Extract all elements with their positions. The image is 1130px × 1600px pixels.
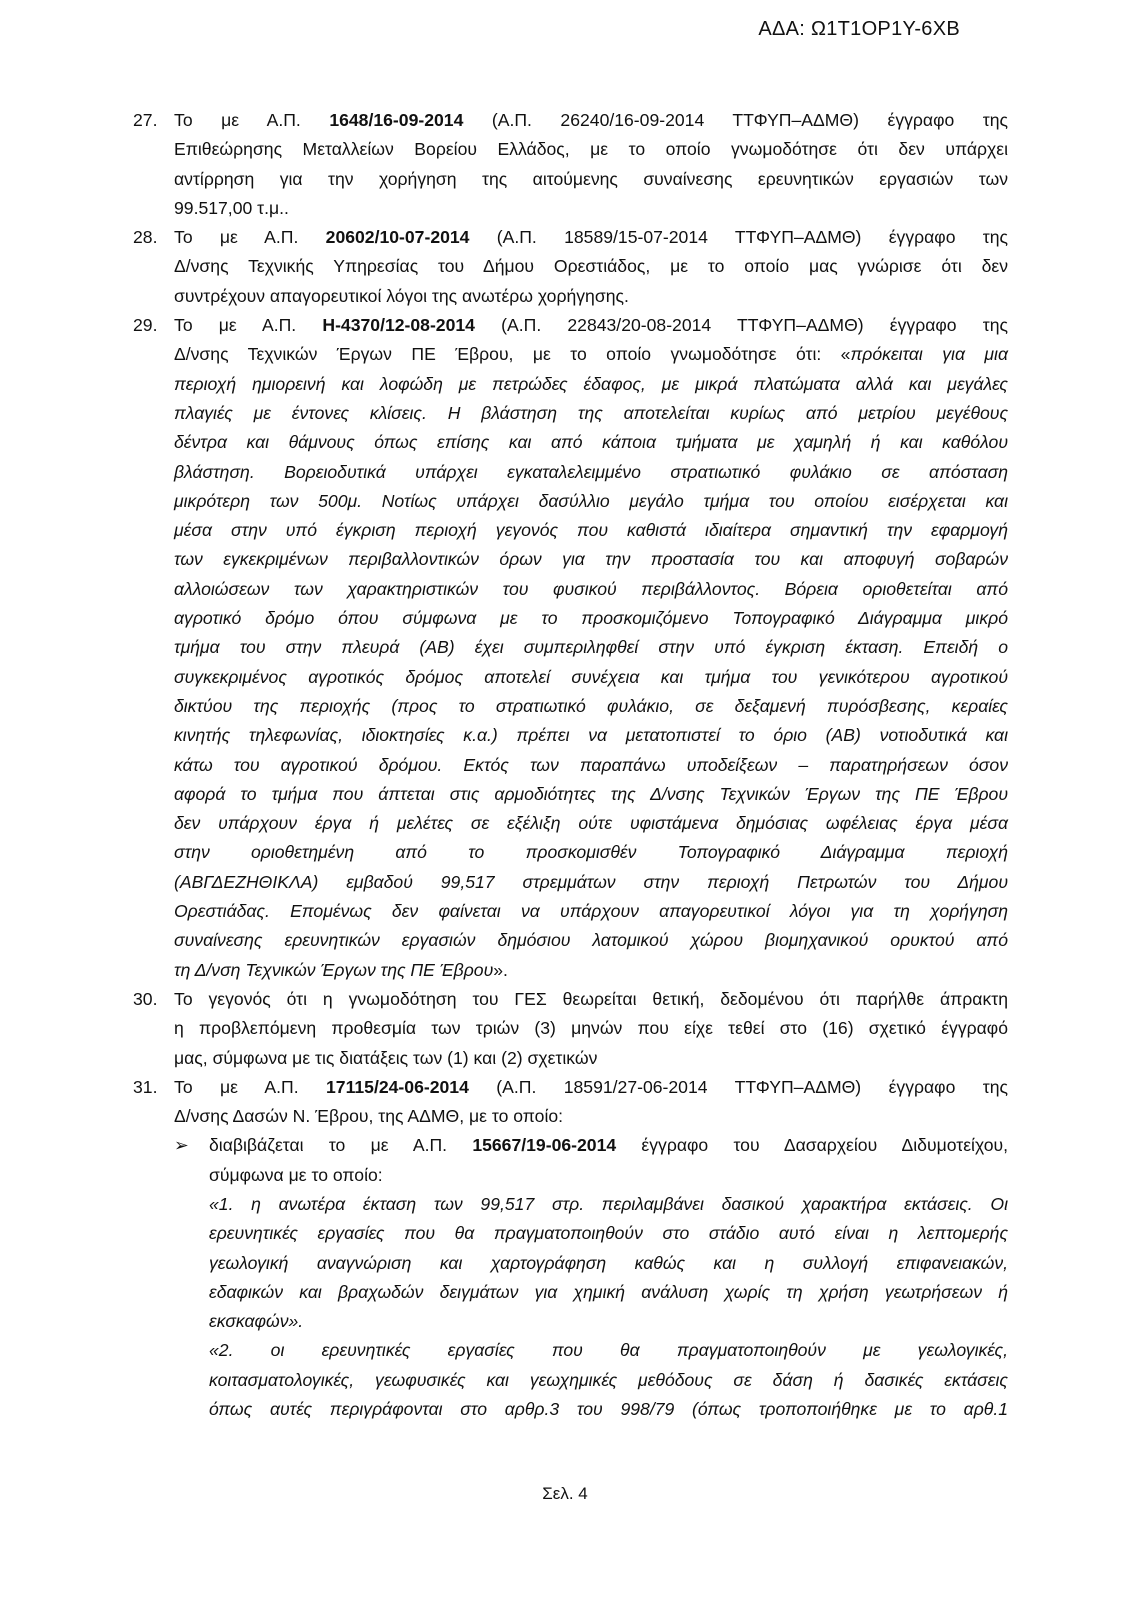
quoted-text: πλαγιές με έντονες κλίσεις. Η βλάστηση της αποτελείται κυρίως από μετρίου μεγέθους [174,402,1008,423]
text-line [174,897,1008,926]
numbered-item [133,1073,1008,1425]
numbered-item [133,985,1008,1073]
quoted-text: περιοχή ημιορεινή και λοφώδη με πετρώδες έδαφος, με μικρά πλατώματα αλλά και μεγάλες [174,373,1008,394]
quoted-text: τη Δ/νση Τεχνικών Έργων της ΠΕ Έβρου [174,959,494,980]
quoted-text: δέντρα και θάμνους όπως επίσης και από κάποια τμήματα με χαμηλή ή και καθόλου [174,432,1008,453]
text-line [174,721,1008,750]
text-line: Το με Α.Π. 17115/24-06-2014 (Α.Π. 18591/27-06-2014 ΤΤΦΥΠ–ΑΔΜΘ) έγγραφο της [174,1076,1008,1097]
text-line: Δ/νσης Τεχνικής Υπηρεσίας του Δήμου Ορεστιάδος, με το οποίο μας γνώρισε ότι δεν [174,256,1008,277]
text-line: τη Δ/νση Τεχνικών Έργων της ΠΕ Έβρου». [174,959,508,980]
text-line: 99.517,00 τ.μ.. [174,197,289,218]
quoted-text: Ορεστιάδας. Επομένως δεν φαίνεται να υπάρχουν απαγορευτικοί λόγοι για τη χορήγηση [174,901,1008,922]
reference-number: Η-4370/12-08-2014 [322,315,475,336]
quoted-text: κοιτασματολογικές, γεωφυσικές και γεωχημικές μεθόδους σε δάση ή δασικές εκτάσεις [209,1369,1008,1390]
numbered-item [133,106,1008,223]
quoted-text: γεωλογική αναγνώριση και χαρτογράφηση καθώς και η συλλογή επιφανειακών, [209,1252,1008,1273]
text-line: Το με Α.Π. Η-4370/12-08-2014 (Α.Π. 22843/20-08-2014 ΤΤΦΥΠ–ΑΔΜΘ) έγγραφο της [174,315,1008,336]
text-line: μας, σύμφωνα με τις διατάξεις των (1) και (2) σχετικών [174,1047,598,1068]
text-line: σύμφωνα με το οποίο: [209,1164,383,1185]
quoted-text: αλλοιώσεων των χαρακτηριστικών του φυσικού περιβάλλοντος. Βόρεια οριοθετείται από [174,578,1008,599]
text-line [174,399,1008,428]
text-line: Δ/νσης Τεχνικών Έργων ΠΕ Έβρου, με το οποίο γνωμοδότησε ότι: «πρόκειται για μια [174,344,1008,365]
page-number: Σελ. 4 [542,1484,588,1503]
text-line [209,1278,1008,1307]
quoted-text: συναίνεσης ερευνητικών εργασιών δημόσιου λατομικού χώρου βιομηχανικού ορυκτού από [174,930,1008,951]
numbered-item [133,223,1008,311]
quoted-text: στην οριοθετημένη από το προσκομισθέν Τοπογραφικό Διάγραμμα περιοχή [174,842,1008,863]
quoted-text: αφορά το τμήμα που άπτεται στις αρμοδιότητες της Δ/νσης Τεχνικών Έργων της ΠΕ Έβρου [174,783,1008,804]
quoted-text: δικτύου της περιοχής (προς το στρατιωτικό φυλάκιο, σε δεξαμενή πυρόσβεσης, κεραίες [174,695,1008,716]
ada-code: ΑΔΑ: Ω1Τ1ΟΡ1Υ-6ΧΒ [758,18,960,40]
text-line [209,1219,1008,1248]
numbered-item [133,311,1008,985]
document-body [133,106,1008,1424]
text-line [174,370,1008,399]
item-number: 28. [133,227,158,248]
text-line [209,1307,1008,1336]
text-line: η προβλεπόμενη προθεσμία των τριών (3) μηνών που είχε τεθεί στο (16) σχετικό έγγραφό [174,1018,1008,1039]
text-line [209,1190,1008,1219]
text-line [174,487,1008,516]
text-line: αντίρρηση για την χορήγηση της αιτούμενης συναίνεσης ερευνητικών εργασιών των [174,168,1008,189]
text-line: Δ/νσης Δασών Ν. Έβρου, της ΑΔΜΘ, με το οποίο: [174,1106,564,1127]
quoted-text: κάτω του αγροτικού δρόμου. Εκτός των παραπάνω υποδείξεων – παρατηρήσεων όσον [174,754,1008,775]
text-line: Το με Α.Π. 1648/16-09-2014 (Α.Π. 26240/16-09-2014 ΤΤΦΥΠ–ΑΔΜΘ) έγγραφο της [174,110,1008,130]
text-line [209,1366,1008,1395]
text-line: Το γεγονός ότι η γνωμοδότηση του ΓΕΣ θεωρείται θετική, δεδομένου ότι παρήλθε άπρακτη [174,988,1008,1009]
quoted-text: πρόκειται για μια [850,344,1008,365]
text-line [174,868,1008,897]
text-line [174,809,1008,838]
quoted-text: ερευνητικές εργασίες που θα πραγματοποιηθούν στο στάδιο αυτό είναι η λεπτομερής [209,1223,1008,1244]
quoted-text: δεν υπάρχουν έργα ή μελέτες σε εξέλιξη ούτε υφιστάμενα δημόσιας ωφέλειας έργα μέσα [174,813,1008,834]
item-number: 27. [133,110,158,130]
text-line [174,575,1008,604]
quoted-text: βλάστηση. Βορειοδυτικά υπάρχει εγκαταλελειμμένο στρατιωτικό φυλάκιο σε απόσταση [174,461,1008,482]
quoted-text: των εγκεκριμένων περιβαλλοντικών όρων για την προστασία του και αποφυγή σοβαρών [174,549,1008,570]
text-line [174,838,1008,867]
text-line [174,604,1008,633]
text-line [174,926,1008,955]
text-line [209,1336,1008,1365]
reference-number: 17115/24-06-2014 [326,1076,469,1097]
quoted-text: συγκεκριμένος αγροτικός δρόμος αποτελεί συνέχεια και τμήμα του γενικότερου αγροτικού [174,666,1008,687]
reference-number: 1648/16-09-2014 [329,110,464,130]
quoted-text: όπως αυτές περιγράφονται στο αρθρ.3 του 998/79 (όπως τροποποιήθηκε με το αρθ.1 [209,1399,1008,1420]
item-number: 30. [133,988,158,1009]
text-line: διαβιβάζεται το με Α.Π. 15667/19-06-2014 έγγραφο του Δασαρχείου Διδυμοτείχου, [209,1135,1009,1156]
reference-number: 15667/19-06-2014 [472,1135,617,1156]
text-line [209,1249,1008,1278]
quoted-text: αγροτικό δρόμο όπου σύμφωνα με το προσκομιζόμενο Τοπογραφικό Διάγραμμα μικρό [174,608,1008,629]
quoted-text: «1. η ανωτέρα έκταση των 99,517 στρ. περιλαμβάνει δασικού χαρακτήρα εκτάσεις. Οι [209,1193,1008,1214]
text-line [174,751,1008,780]
text-line [174,545,1008,574]
item-number: 29. [133,315,158,336]
text-line [174,516,1008,545]
quoted-text: μέσα στην υπό έγκριση περιοχή γεγονός που καθιστά ιδιαίτερα σημαντική την εφαρμογή [174,520,1008,541]
text-line [209,1395,1008,1424]
bullet-item [174,1131,1008,1424]
text-line [174,780,1008,809]
item-number: 31. [133,1076,158,1097]
quoted-text: εδαφικών και βραχωδών δειγμάτων για χημική ανάλυση χωρίς τη χρήση γεωτρήσεων ή [209,1281,1008,1302]
quoted-text: (ΑΒΓΔΕΖΗΘΙΚΛΑ) εμβαδού 99,517 στρεμμάτων στην περιοχή Πετρωτών του Δήμου [174,871,1008,892]
text-line [174,458,1008,487]
quoted-text: εκσκαφών». [209,1311,304,1332]
text-line [174,428,1008,457]
text-line: Το με Α.Π. 20602/10-07-2014 (Α.Π. 18589/15-07-2014 ΤΤΦΥΠ–ΑΔΜΘ) έγγραφο της [174,227,1008,248]
quoted-text: τμήμα του στην πλευρά (ΑΒ) έχει συμπεριληφθεί στην υπό έγκριση έκταση. Επειδή ο [174,637,1008,658]
text-line [174,692,1008,721]
quoted-text: μικρότερη των 500μ. Νοτίως υπάρχει δασύλλιο μεγάλο τμήμα του οποίου εισέρχεται και [174,490,1008,511]
reference-number: 20602/10-07-2014 [325,227,470,248]
arrow-bullet-icon: ➢ [174,1135,189,1156]
quoted-text: «2. οι ερευνητικές εργασίες που θα πραγματοποιηθούν με γεωλογικές, [209,1340,1008,1361]
quoted-text: κινητής τηλεφωνίας, ιδιοκτησίες κ.α.) πρέπει να μετατοπιστεί το όριο (ΑΒ) νοτιοδυτικά και [174,725,1008,746]
text-line [174,663,1008,692]
text-line: Επιθεώρησης Μεταλλείων Βορείου Ελλάδος, με το οποίο γνωμοδότησε ότι δεν υπάρχει [174,139,1008,160]
text-line: συντρέχουν απαγορευτικοί λόγοι της ανωτέρω χορήγησης. [174,285,629,306]
text-line [174,633,1008,662]
